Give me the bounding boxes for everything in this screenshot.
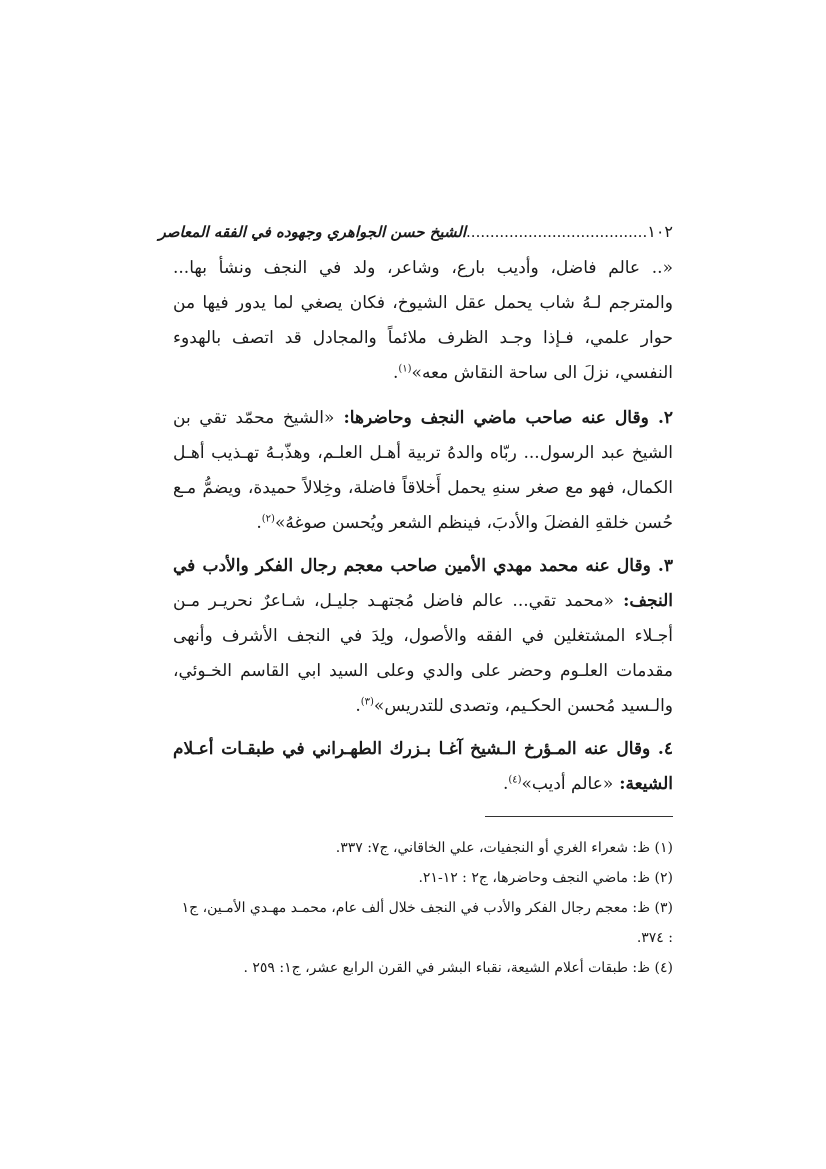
footnote-ref: (٢) [261, 513, 275, 525]
body-text [173, 251, 673, 802]
running-title [158, 223, 647, 241]
paragraph-lead: ٣. وقال عنه محمد مهدي الأمين صاحب معجم رجال الفكر والأدب في النجف: [173, 556, 673, 611]
paragraph-text: «عالم أديب» [521, 774, 614, 794]
paragraph-end: . [502, 774, 509, 794]
footnote-ref: (٣) [360, 696, 374, 708]
footnote-item: (٢) ظ: ماضي النجف وحاضرها، ج٢ : ١٢-٢١. [418, 870, 673, 886]
paragraph-item-4 [173, 732, 673, 802]
book-page [158, 222, 674, 983]
leader-dots: ...................................... [466, 223, 648, 241]
paragraph-lead: ٢. وقال عنه صاحب ماضي النجف وحاضرها: [334, 408, 674, 428]
paragraph-item-3 [173, 549, 673, 724]
footnote-item: (٣) ظ: معجم رجال الفكر والأدب في النجف خلال ألف عام، محمـد مهـدي الأمـين، ج١ : ٣٧٤. [181, 900, 673, 946]
paragraph-end: . [256, 513, 262, 533]
paragraph-item-2 [173, 401, 673, 541]
running-header [158, 222, 673, 241]
page-number: ١٠٢ [647, 222, 673, 241]
paragraph-text: «محمد تقي... عالم فاضل مُجتهـد جليـل، شـاعرٌ نحريـر مـن أجـلاء المشتغلين في الفقه والأصول، ولِدَ في النجف الأشرف وأنهى مقدمات العلـوم وحضر على والدي وعلى السيد ابي القاسم الخـوئي، والـسيد مُحسن الحكـيم، وتصدى للتدريس» [173, 591, 673, 716]
running-title-text: الشيخ حسن الجواهري وجهوده في الفقه المعاصر [158, 223, 467, 241]
footnote-item: (٤) ظ: طبقات أعلام الشيعة، نقباء البشر في القرن الرابع عشر، ج١: ٢٥٩ . [243, 960, 673, 976]
paragraph-quote [173, 251, 673, 391]
footnote-ref: (١) [398, 363, 412, 375]
footnote-ref: (٤) [508, 774, 522, 786]
paragraph-end: . [355, 696, 361, 716]
paragraph-text: «الشيخ محمّد تقي بن الشيخ عبد الرسول... ربّاه والدهُ تربية أهـل العلـم، وهذّبـهُ تهـذيب أهـل الكمال، فهو مع صغر سنهِ يحمل أَخلاقاً فاضلة، وخِلالاً حميدة، ويضمُّ مـع حُسن خلقهِ الفضلَ والأدبَ، فينظم الشعر ويُحسن صوغهُ» [173, 408, 673, 533]
paragraph-end: . [392, 363, 399, 383]
footnote-item: (١) ظ: شعراء الغري أو النجفيات، علي الخاقاني، ج٧: ٣٣٧. [335, 840, 673, 856]
footnote-separator [485, 816, 673, 817]
paragraph-text: «.. عالم فاضل، وأديب بارع، وشاعر، ولد في النجف ونشأ بها... والمترجم لـهُ شاب يحمل عقل الشيوخ، فكان يصغي لما يدور فيها من حوار علمي، فـإذا وجـد الظرف ملائماً والمجادل قد اتصف بالهدوء النفسي، نزلَ الى ساحة النقاش معه» [173, 258, 673, 383]
paragraph-lead: ٤. وقال عنه المـؤرخ الـشيخ آغـا بـزرك الطهـراني في طبقـات أعـلام الشيعة: [173, 739, 673, 794]
footnotes [173, 833, 673, 983]
